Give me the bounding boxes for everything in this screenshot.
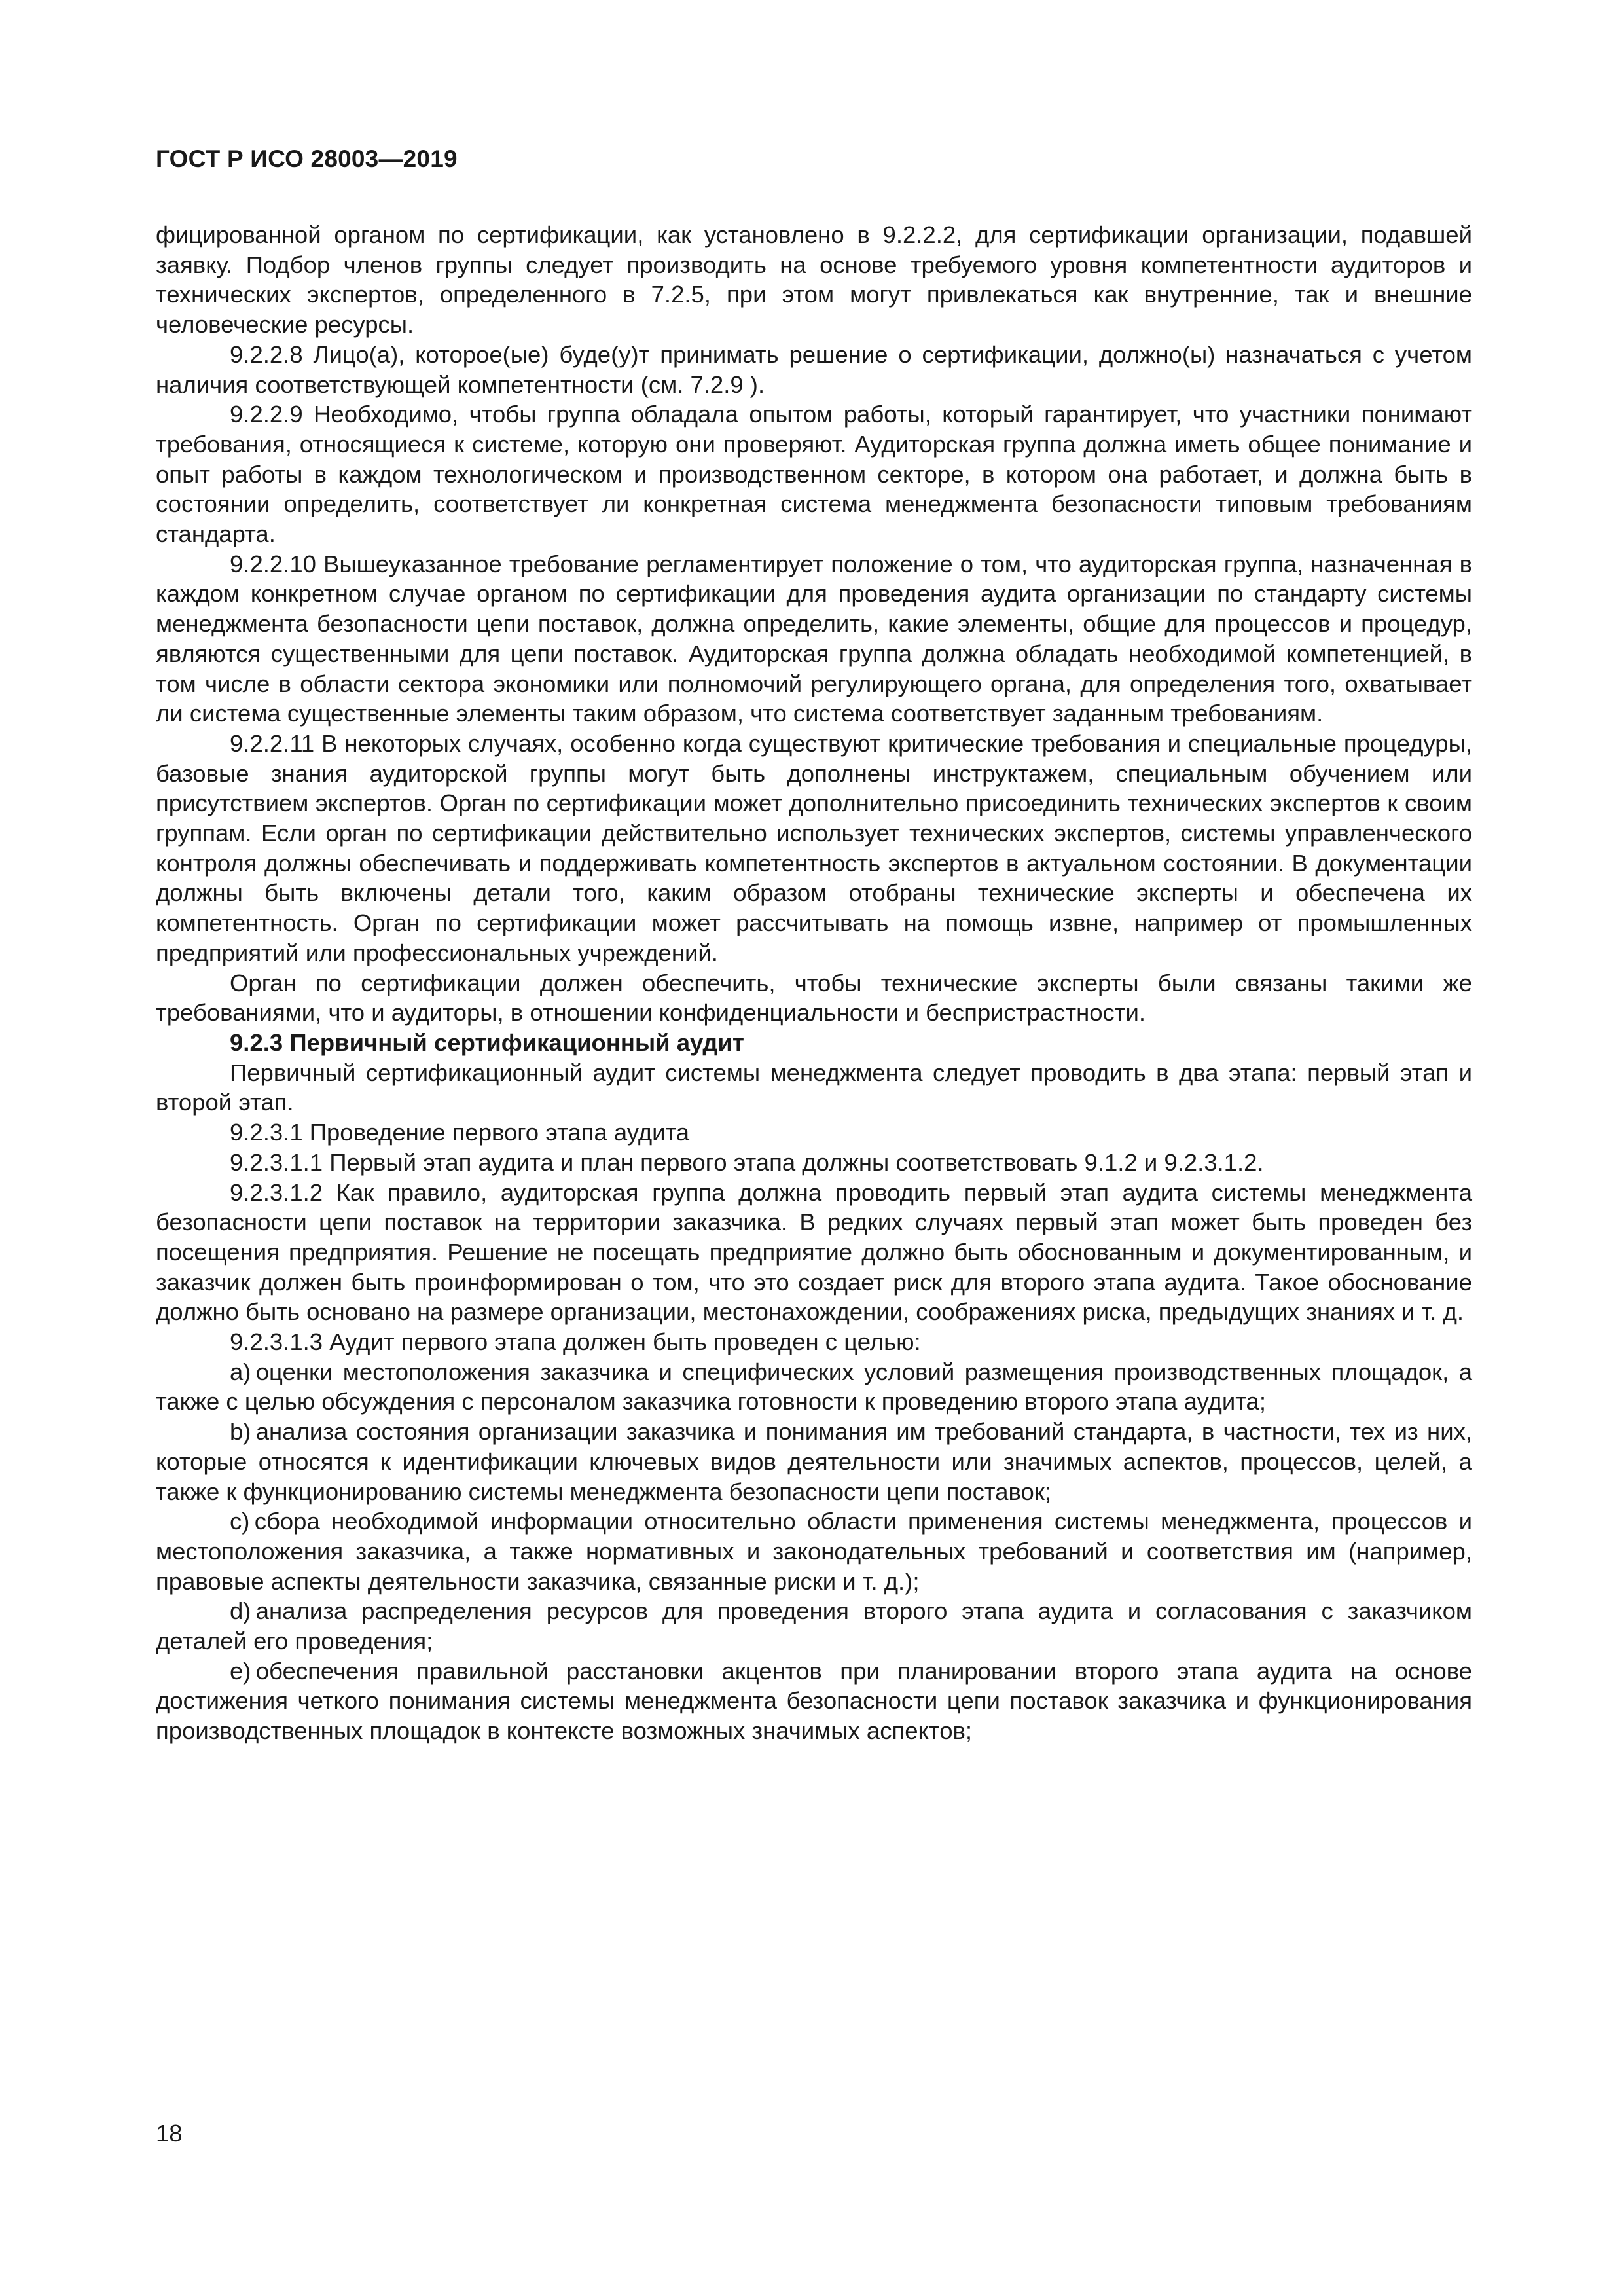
paragraph: b) анализа состояния организации заказчика и понимания им требований стандарта, в частности, тех из них, которые относятся к идентификации ключевых видов деятельности или значимых аспектов, процессов, целей, а также к функционированию системы менеджмента безопасности цепи поставок; — [156, 1418, 1472, 1505]
paragraph: c) сбора необходимой информации относительно области применения системы менеджмента, процессов и местоположения заказчика, а также нормативных и законодательных требований и соответствия им (например, правовые аспекты деятельности заказчика, связанные риски и т. д.); — [156, 1508, 1472, 1595]
paragraph: d) анализа распределения ресурсов для проведения второго этапа аудита и согласования с заказчиком деталей его проведения; — [156, 1597, 1472, 1655]
paragraph: Первичный сертификационный аудит системы менеджмента следует проводить в два этапа: первый этап и второй этап. — [156, 1059, 1472, 1116]
section-heading: 9.2.3 Первичный сертификационный аудит — [230, 1029, 744, 1056]
page-number: 18 — [156, 2120, 183, 2147]
paragraph: фицированной органом по сертификации, как установлено в 9.2.2.2, для сертификации организации, подавшей заявку. Подбор членов группы следует производить на основе требуемого уровня компетентности аудиторов и технических экспертов, определенного в 7.2.5, при этом могут привлекаться как внутренние, так и внешние человеческие ресурсы. — [156, 221, 1472, 338]
paragraph: e) обеспечения правильной расстановки акцентов при планировании второго этапа аудита на основе достижения четкого понимания системы менеджмента безопасности цепи поставок заказчика и функционирования производственных площадок в контексте возможных значимых аспектов; — [156, 1657, 1472, 1745]
document-body — [156, 220, 1472, 1746]
paragraph: 9.2.3.1.1 Первый этап аудита и план первого этапа должны соответствовать 9.1.2 и 9.2.3.1.2. — [230, 1148, 1264, 1176]
paragraph: Орган по сертификации должен обеспечить, чтобы технические эксперты были связаны такими же требованиями, что и аудиторы, в отношении конфиденциальности и беспристрастности. — [156, 969, 1472, 1027]
paragraph: 9.2.2.10 Вышеуказанное требование регламентирует положение о том, что аудиторская группа, назначенная в каждом конкретном случае органом по сертификации для проведения аудита организации по стандарту системы менеджмента безопасности цепи поставок, должна определить, какие элементы, общие для процессов и процедур, являются существенными для цепи поставок. Аудиторская группа должна обладать необходимой компетенцией, в том числе в области сектора экономики или полномочий регулирующего органа, для определения того, охватывает ли система существенные элементы таким образом, что система соответствует заданным требованиям. — [156, 550, 1472, 727]
paragraph: 9.2.3.1 Проведение первого этапа аудита — [230, 1119, 690, 1146]
paragraph: 9.2.2.9 Необходимо, чтобы группа обладала опытом работы, который гарантирует, что участники понимают требования, относящиеся к системе, которую они проверяют. Аудиторская группа должна иметь общее понимание и опыт работы в каждом технологическом и производственном секторе, в котором она работает, и должна быть в состоянии определить, соответствует ли конкретная система менеджмента безопасности типовым требованиям стандарта. — [156, 401, 1472, 548]
document-header: ГОСТ Р ИСО 28003—2019 — [156, 145, 458, 172]
paragraph: 9.2.3.1.2 Как правило, аудиторская группа должна проводить первый этап аудита системы менеджмента безопасности цепи поставок на территории заказчика. В редких случаях первый этап может быть проведен без посещения предприятия. Решение не посещать предприятие должно быть обоснованным и документированным, и заказчик должен быть проинформирован о том, что это создает риск для второго этапа аудита. Такое обоснование должно быть основано на размере организации, местонахождении, соображениях риска, предыдущих знаниях и т. д. — [156, 1178, 1472, 1326]
paragraph: 9.2.3.1.3 Аудит первого этапа должен быть проведен с целью: — [230, 1328, 921, 1356]
paragraph: a) оценки местоположения заказчика и специфических условий размещения производственных площадок, а также с целью обсуждения с персоналом заказчика готовности к проведению второго этапа аудита; — [156, 1358, 1472, 1415]
paragraph: 9.2.2.8 Лицо(а), которое(ые) буде(у)т принимать решение о сертификации, должно(ы) назначаться с учетом наличия соответствующей компетентности (см. 7.2.9 ). — [156, 340, 1472, 398]
paragraph: 9.2.2.11 В некоторых случаях, особенно когда существуют критические требования и специальные процедуры, базовые знания аудиторской группы могут быть дополнены инструктажем, специальным обучением или присутствием экспертов. Орган по сертификации может дополнительно присоединить технических экспертов к своим группам. Если орган по сертификации действительно использует технических экспертов, системы управленческого контроля должны обеспечивать и поддерживать компетентность экспертов в актуальном состоянии. В документации должны быть включены детали того, каким образом отобраны технические эксперты и обеспечена их компетентность. Орган по сертификации может рассчитывать на помощь извне, например от промышленных предприятий или профессиональных учреждений. — [156, 729, 1472, 966]
